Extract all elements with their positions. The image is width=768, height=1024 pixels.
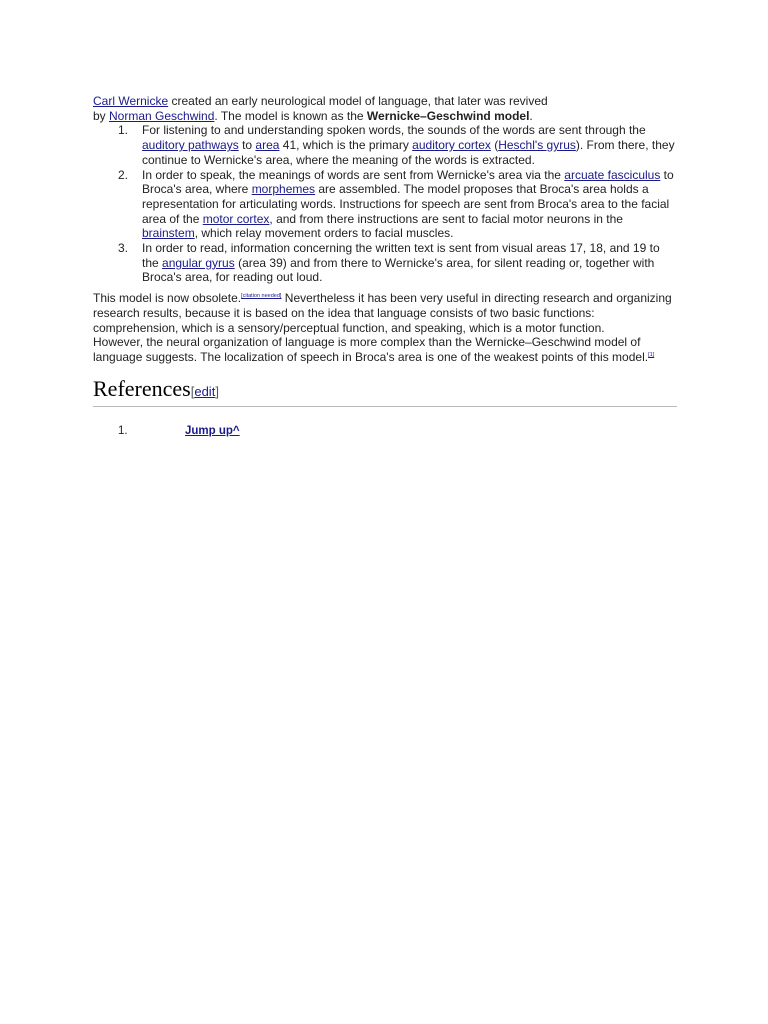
link-area[interactable]: area: [255, 138, 280, 153]
link-morphemes[interactable]: morphemes: [251, 182, 316, 197]
list-item: 3. In order to read, information concerning the written text is sent from visual areas 17, 18, and 19 to the angular gyrus (area 39) and from there to Wernicke's area, for silent reading or, together with Broca's area, for reading out loud.: [118, 241, 660, 285]
edit-link[interactable]: edit: [194, 383, 216, 399]
link-auditory-cortex[interactable]: auditory cortex: [412, 138, 491, 153]
link-norman-geschwind[interactable]: Norman Geschwind: [109, 108, 215, 123]
intro-paragraph: Carl Wernicke created an early neurological model of language, that later was revived by Norman Geschwind. The model is known as the Wernicke–Geschwind model.: [93, 94, 548, 123]
link-carl-wernicke[interactable]: Carl Wernicke: [93, 94, 169, 108]
reference-1-superscript[interactable]: [1]: [648, 351, 655, 358]
jump-up-link[interactable]: Jump up^: [185, 424, 240, 437]
link-heschls-gyrus[interactable]: Heschl's gyrus: [498, 138, 576, 153]
model-name-bold: Wernicke–Geschwind model: [366, 108, 530, 123]
link-angular-gyrus[interactable]: angular gyrus: [162, 255, 235, 270]
link-brainstem[interactable]: brainstem: [142, 226, 195, 241]
references-list: [93, 424, 677, 440]
obsolete-paragraph: This model is now obsolete.[citation needed] Nevertheless it has been very useful in directing research and organizing research results, because it is based on the idea that language consists of two basic functions: comprehension, which is a sensory/perceptual function, and speaking, which is a motor function. However, the neural organization of language is more complex than the Wernicke–Geschwind model of language suggests. The localization of speech in Broca's area is one of the weakest points of this model.[1]: [93, 291, 672, 364]
model-steps-list: [93, 123, 677, 285]
link-auditory-pathways[interactable]: auditory pathways: [142, 138, 239, 153]
references-heading: References[edit]: [93, 375, 677, 407]
link-arcuate-fasciculus[interactable]: arcuate fasciculus: [564, 167, 661, 182]
reference-number: 1.: [118, 424, 128, 437]
list-item: 1. For listening to and understanding spoken words, the sounds of the words are sent through the auditory pathways to area 41, which is the primary auditory cortex (Heschl's gyrus). From there, they continue to Wernicke's area, where the meaning of the words is extracted.: [118, 123, 675, 167]
citation-needed[interactable]: [citation needed]: [241, 293, 282, 300]
article-content: [93, 94, 677, 440]
link-motor-cortex[interactable]: motor cortex: [202, 211, 270, 226]
list-item: 2. In order to speak, the meanings of words are sent from Wernicke's area via the arcuate fasciculus to Broca's area, where morphemes are assembled. The model proposes that Broca's area holds a representation for articulating words. Instructions for speech are sent from Broca's area to the facial area of the motor cortex, and from there instructions are sent to facial motor neurons in the brainstem, which relay movement orders to facial muscles.: [118, 167, 674, 241]
